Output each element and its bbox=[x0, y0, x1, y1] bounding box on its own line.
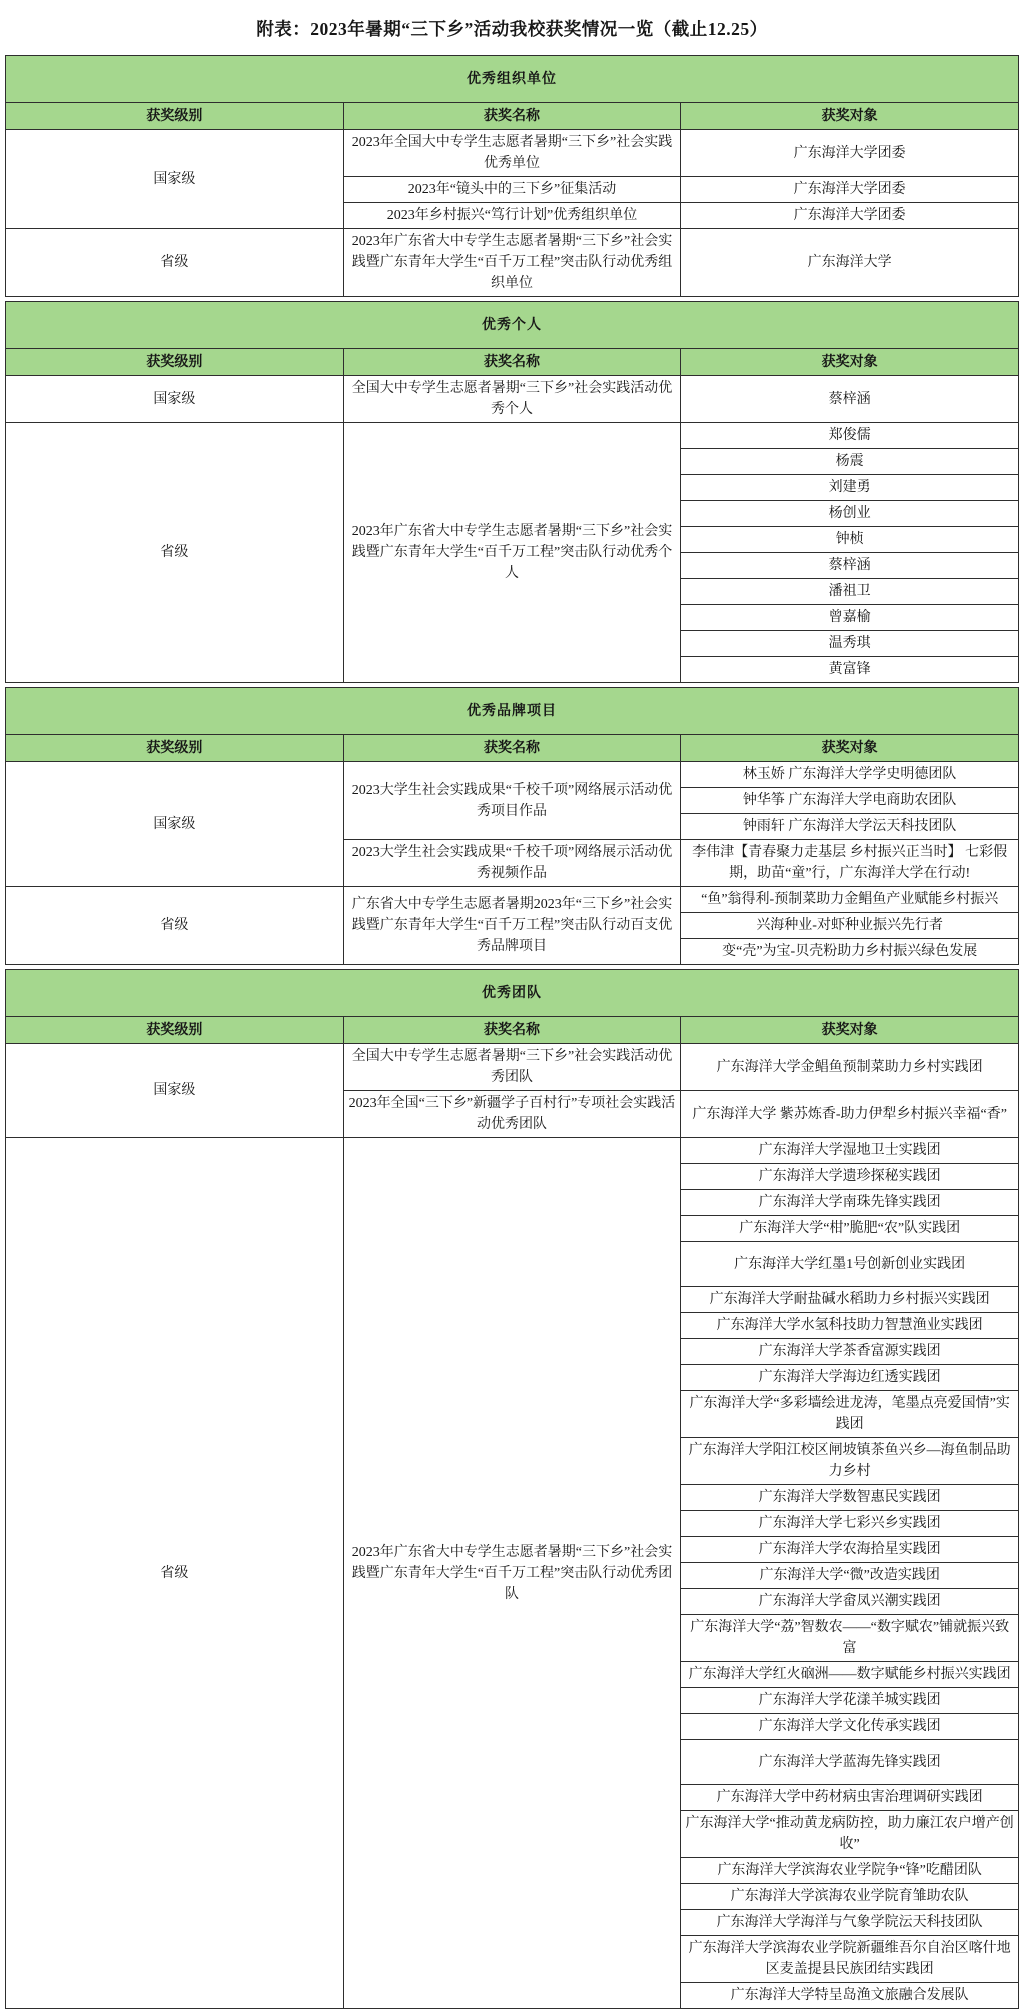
section-band-row bbox=[6, 688, 1019, 735]
award-name-cell: 2023年广东省大中专学生志愿者暑期“三下乡”社会实践暨广东青年大学生“百千万工程”突击队行动优秀团队 bbox=[343, 1138, 681, 2009]
section-header: 优秀团队 bbox=[6, 970, 1019, 1017]
level-cell: 国家级 bbox=[6, 376, 344, 423]
award-name-cell: 全国大中专学生志愿者暑期“三下乡”社会实践活动优秀个人 bbox=[343, 376, 681, 423]
award-tables-container bbox=[5, 55, 1019, 2009]
award-target-cell: 广东海洋大学阳江校区闸坡镇茶鱼兴乡—海鱼制品助力乡村 bbox=[681, 1438, 1019, 1485]
award-name-cell: 2023年全国大中专学生志愿者暑期“三下乡”社会实践优秀单位 bbox=[343, 130, 681, 177]
award-target-cell: 广东海洋大学特呈岛渔文旅融合发展队 bbox=[681, 1983, 1019, 2009]
award-name-cell: 2023大学生社会实践成果“千校千项”网络展示活动优秀项目作品 bbox=[343, 762, 681, 840]
award-target-cell: 广东海洋大学团委 bbox=[681, 130, 1019, 177]
section-band-row bbox=[6, 970, 1019, 1017]
award-target-cell: 广东海洋大学湿地卫士实践团 bbox=[681, 1138, 1019, 1164]
award-target-cell: 广东海洋大学 紫苏炼香-助力伊犁乡村振兴幸福“香” bbox=[681, 1091, 1019, 1138]
award-target-cell: 广东海洋大学南珠先锋实践团 bbox=[681, 1190, 1019, 1216]
table-row bbox=[6, 762, 1019, 788]
award-target-cell: 广东海洋大学农海拾星实践团 bbox=[681, 1537, 1019, 1563]
col-header-name: 获奖名称 bbox=[343, 103, 681, 130]
col-header-level: 获奖级别 bbox=[6, 349, 344, 376]
section-header: 优秀品牌项目 bbox=[6, 688, 1019, 735]
column-header-row bbox=[6, 1017, 1019, 1044]
level-cell: 省级 bbox=[6, 229, 344, 297]
award-target-cell: “鱼”翁得利-预制菜助力金鲳鱼产业赋能乡村振兴 bbox=[681, 887, 1019, 913]
award-name-cell: 全国大中专学生志愿者暑期“三下乡”社会实践活动优秀团队 bbox=[343, 1044, 681, 1091]
column-header-row bbox=[6, 735, 1019, 762]
section-table-1 bbox=[5, 301, 1019, 683]
level-cell: 国家级 bbox=[6, 130, 344, 229]
award-target-cell: 广东海洋大学海边红透实践团 bbox=[681, 1365, 1019, 1391]
col-header-target: 获奖对象 bbox=[681, 349, 1019, 376]
award-target-cell: 温秀琪 bbox=[681, 631, 1019, 657]
award-target-cell: 广东海洋大学“推动黄龙病防控，助力廉江农户增产创收” bbox=[681, 1811, 1019, 1858]
col-header-level: 获奖级别 bbox=[6, 735, 344, 762]
award-target-cell: 兴海种业-对虾种业振兴先行者 bbox=[681, 913, 1019, 939]
table-row bbox=[6, 1138, 1019, 1164]
level-cell: 国家级 bbox=[6, 762, 344, 887]
award-target-cell: 曾嘉榆 bbox=[681, 605, 1019, 631]
award-target-cell: 广东海洋大学畲凤兴潮实践团 bbox=[681, 1589, 1019, 1615]
level-cell: 省级 bbox=[6, 1138, 344, 2009]
award-name-cell: 2023年广东省大中专学生志愿者暑期“三下乡”社会实践暨广东青年大学生“百千万工程”突击队行动优秀组织单位 bbox=[343, 229, 681, 297]
col-header-level: 获奖级别 bbox=[6, 103, 344, 130]
award-target-cell: 广东海洋大学“荔”智数农——“数字赋农”铺就振兴致富 bbox=[681, 1615, 1019, 1662]
award-target-cell: 广东海洋大学滨海农业学院育雏助农队 bbox=[681, 1884, 1019, 1910]
award-target-cell: 广东海洋大学“微”改造实践团 bbox=[681, 1563, 1019, 1589]
award-target-cell: 蔡梓涵 bbox=[681, 376, 1019, 423]
section-table-2 bbox=[5, 687, 1019, 965]
award-target-cell: 钟华筝 广东海洋大学电商助农团队 bbox=[681, 788, 1019, 814]
award-target-cell: 广东海洋大学金鲳鱼预制菜助力乡村实践团 bbox=[681, 1044, 1019, 1091]
col-header-target: 获奖对象 bbox=[681, 103, 1019, 130]
award-target-cell: 广东海洋大学中药材病虫害治理调研实践团 bbox=[681, 1785, 1019, 1811]
award-name-cell: 2023年乡村振兴“笃行计划”优秀组织单位 bbox=[343, 203, 681, 229]
award-target-cell: 广东海洋大学茶香富源实践团 bbox=[681, 1339, 1019, 1365]
award-target-cell: 广东海洋大学团委 bbox=[681, 203, 1019, 229]
section-header: 优秀个人 bbox=[6, 302, 1019, 349]
award-target-cell: 钟雨轩 广东海洋大学沄天科技团队 bbox=[681, 814, 1019, 840]
award-target-cell: 蔡梓涵 bbox=[681, 553, 1019, 579]
table-row bbox=[6, 229, 1019, 297]
table-row bbox=[6, 376, 1019, 423]
award-target-cell: 广东海洋大学水氢科技助力智慧渔业实践团 bbox=[681, 1313, 1019, 1339]
table-row bbox=[6, 887, 1019, 913]
award-target-cell: 郑俊儒 bbox=[681, 423, 1019, 449]
award-name-cell: 广东省大中专学生志愿者暑期2023年“三下乡”社会实践暨广东青年大学生“百千万工程”突击队行动百支优秀品牌项目 bbox=[343, 887, 681, 965]
award-target-cell: 广东海洋大学文化传承实践团 bbox=[681, 1714, 1019, 1740]
award-target-cell: 广东海洋大学红墨1号创新创业实践团 bbox=[681, 1242, 1019, 1287]
award-target-cell: 广东海洋大学 bbox=[681, 229, 1019, 297]
award-target-cell: 广东海洋大学花漾羊城实践团 bbox=[681, 1688, 1019, 1714]
award-name-cell: 2023年广东省大中专学生志愿者暑期“三下乡”社会实践暨广东青年大学生“百千万工程”突击队行动优秀个人 bbox=[343, 423, 681, 683]
award-target-cell: 广东海洋大学数智惠民实践团 bbox=[681, 1485, 1019, 1511]
award-target-cell: 杨创业 bbox=[681, 501, 1019, 527]
table-row bbox=[6, 1044, 1019, 1091]
award-target-cell: 潘祖卫 bbox=[681, 579, 1019, 605]
table-row bbox=[6, 423, 1019, 449]
section-band-row bbox=[6, 302, 1019, 349]
award-name-cell: 2023年“镜头中的三下乡”征集活动 bbox=[343, 177, 681, 203]
level-cell: 国家级 bbox=[6, 1044, 344, 1138]
col-header-target: 获奖对象 bbox=[681, 1017, 1019, 1044]
award-target-cell: 广东海洋大学耐盐碱水稻助力乡村振兴实践团 bbox=[681, 1287, 1019, 1313]
section-band-row bbox=[6, 56, 1019, 103]
column-header-row bbox=[6, 103, 1019, 130]
award-target-cell: 杨震 bbox=[681, 449, 1019, 475]
level-cell: 省级 bbox=[6, 887, 344, 965]
award-name-cell: 2023年全国“三下乡”新疆学子百村行”专项社会实践活动优秀团队 bbox=[343, 1091, 681, 1138]
award-name-cell: 2023大学生社会实践成果“千校千项”网络展示活动优秀视频作品 bbox=[343, 840, 681, 887]
section-header: 优秀组织单位 bbox=[6, 56, 1019, 103]
column-header-row bbox=[6, 349, 1019, 376]
award-target-cell: 广东海洋大学“柑”脆肥“农”队实践团 bbox=[681, 1216, 1019, 1242]
col-header-name: 获奖名称 bbox=[343, 735, 681, 762]
award-target-cell: 广东海洋大学七彩兴乡实践团 bbox=[681, 1511, 1019, 1537]
award-target-cell: 广东海洋大学蓝海先锋实践团 bbox=[681, 1740, 1019, 1785]
section-table-0 bbox=[5, 55, 1019, 297]
award-target-cell: 林玉娇 广东海洋大学学史明德团队 bbox=[681, 762, 1019, 788]
col-header-target: 获奖对象 bbox=[681, 735, 1019, 762]
page-title: 附表：2023年暑期“三下乡”活动我校获奖情况一览（截止12.25） bbox=[256, 19, 768, 39]
section-table-3 bbox=[5, 969, 1019, 2009]
award-target-cell: 黄富锋 bbox=[681, 657, 1019, 683]
level-cell: 省级 bbox=[6, 423, 344, 683]
table-row bbox=[6, 130, 1019, 177]
award-target-cell: 广东海洋大学海洋与气象学院沄天科技团队 bbox=[681, 1910, 1019, 1936]
award-target-cell: 刘建勇 bbox=[681, 475, 1019, 501]
col-header-name: 获奖名称 bbox=[343, 349, 681, 376]
award-target-cell: 广东海洋大学滨海农业学院争“锋”吃醋团队 bbox=[681, 1858, 1019, 1884]
col-header-name: 获奖名称 bbox=[343, 1017, 681, 1044]
award-target-cell: 广东海洋大学红火硇洲——数字赋能乡村振兴实践团 bbox=[681, 1662, 1019, 1688]
award-target-cell: 变“壳”为宝-贝壳粉助力乡村振兴绿色发展 bbox=[681, 939, 1019, 965]
award-target-cell: 广东海洋大学团委 bbox=[681, 177, 1019, 203]
award-target-cell: 广东海洋大学遗珍探秘实践团 bbox=[681, 1164, 1019, 1190]
award-target-cell: 李伟津【青春聚力走基层 乡村振兴正当时】 七彩假期，助苗“童”行，广东海洋大学在行动! bbox=[681, 840, 1019, 887]
col-header-level: 获奖级别 bbox=[6, 1017, 344, 1044]
award-target-cell: 广东海洋大学“多彩墙绘进龙涛，笔墨点亮爱国情”实践团 bbox=[681, 1391, 1019, 1438]
award-target-cell: 广东海洋大学滨海农业学院新疆维吾尔自治区喀什地区麦盖提县民族团结实践团 bbox=[681, 1936, 1019, 1983]
award-target-cell: 钟桢 bbox=[681, 527, 1019, 553]
